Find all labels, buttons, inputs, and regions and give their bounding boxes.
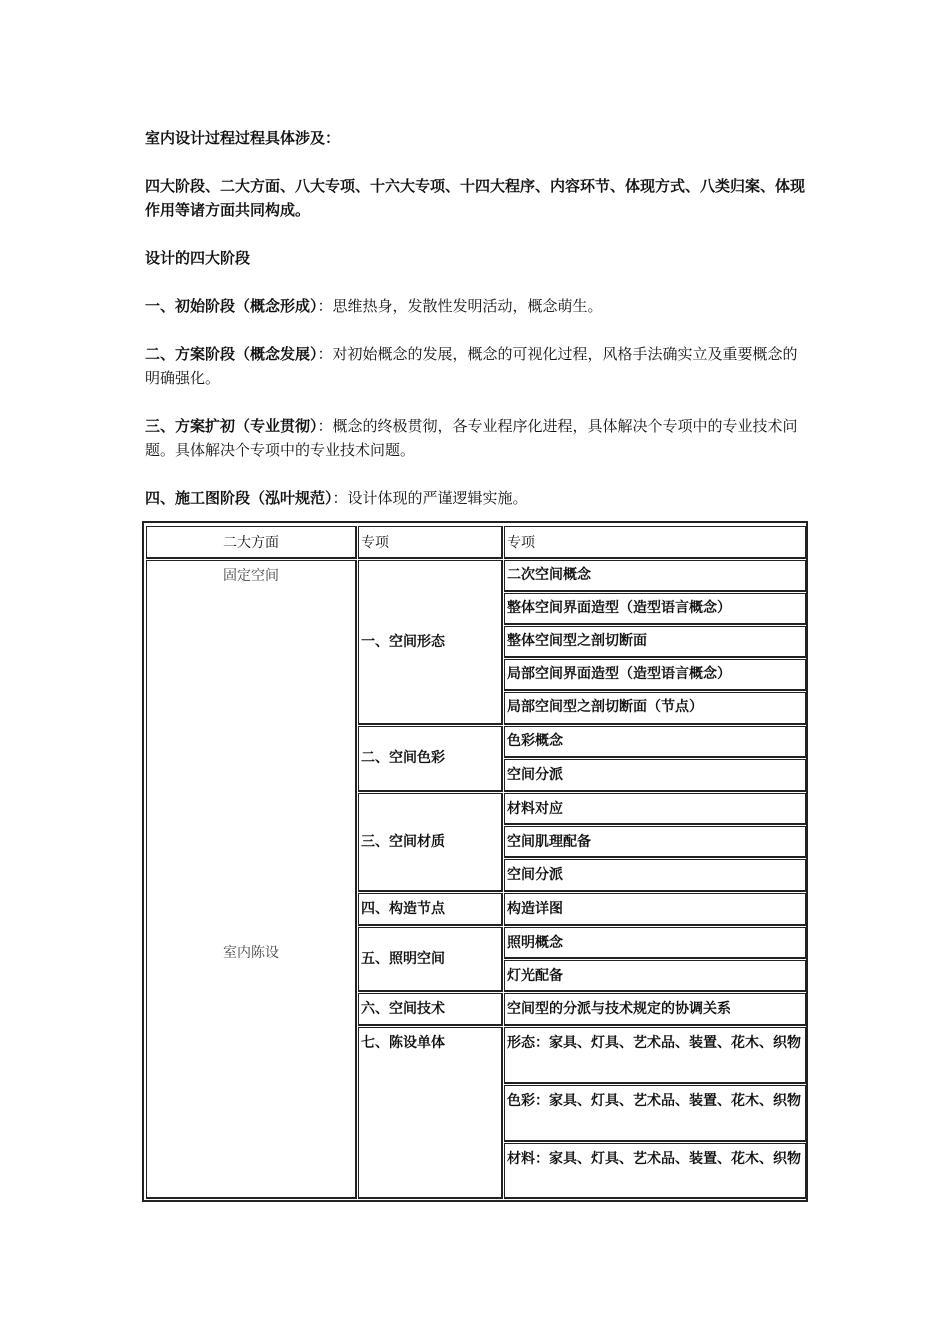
item-cell (504, 826, 807, 858)
item-text: 空间分派 (507, 767, 563, 783)
item-cell (504, 593, 807, 625)
header-aspects: 二大方面 (223, 535, 279, 551)
stages-title: 设计的四大阶段 (145, 249, 251, 267)
stage-1 (145, 294, 805, 318)
item-text: 色彩：家具、灯具、艺术品、装置、花木、织物 (507, 1093, 801, 1109)
group-cell (358, 1027, 503, 1199)
item-cell (504, 793, 807, 825)
group-cell (358, 793, 503, 892)
item-cell (504, 1027, 807, 1084)
item-text: 材料对应 (507, 801, 563, 817)
group-cell (358, 893, 503, 926)
stage-4 (145, 486, 805, 510)
item-cell (504, 960, 807, 992)
item-cell (504, 726, 807, 758)
item-cell (504, 1143, 807, 1199)
stage-2-text: ：对初始概念的发展，概念的可视化过程，风格手法确实立及重要概念的明确强化。 (145, 345, 798, 387)
item-cell (504, 692, 807, 725)
item-text: 灯光配备 (507, 968, 563, 984)
stage-3 (145, 414, 805, 462)
item-text: 形态：家具、灯具、艺术品、装置、花木、织物 (507, 1035, 801, 1051)
group-name: 一、空间形态 (361, 634, 445, 650)
group-cell (358, 927, 503, 992)
aspect-fixed-space: 固定空间 (223, 568, 279, 584)
group-cell (358, 726, 503, 792)
stage-2-label: 二、方案阶段（概念发展） (145, 345, 318, 363)
item-cell (504, 993, 807, 1026)
item-text: 局部空间型之剖切断面（节点） (507, 699, 703, 715)
group-name: 五、照明空间 (361, 951, 445, 967)
item-cell (504, 659, 807, 691)
group-name: 三、空间材质 (361, 834, 445, 850)
document-intro: 四大阶段、二大方面、八大专项、十六大专项、十四大程序、内容环节、体现方式、八类归案、体现作用等诸方面共同构成。 (145, 177, 806, 219)
item-text: 空间型的分派与技术规定的协调关系 (507, 1001, 731, 1017)
header-special-1: 专项 (361, 535, 389, 551)
item-text: 空间肌理配备 (507, 834, 591, 850)
stage-1-text: ：思维热身，发散性发明活动，概念萌生。 (317, 297, 603, 315)
group-cell (358, 993, 503, 1026)
group-cell (358, 560, 503, 725)
group-name: 四、构造节点 (361, 901, 445, 917)
item-text: 构造详图 (507, 901, 563, 917)
aspects-table (142, 521, 808, 1202)
item-text: 照明概念 (507, 935, 563, 951)
item-text: 色彩概念 (507, 733, 563, 749)
item-text: 局部空间界面造型（造型语言概念） (507, 666, 731, 682)
item-cell (504, 927, 807, 959)
stage-3-text: ：概念的终极贯彻，各专业程序化进程，具体解决个专项中的专业技术问题。具体解决个专项中的专业技术问题。 (145, 417, 798, 459)
item-cell (504, 560, 807, 592)
table-header-cell (146, 526, 357, 559)
item-cell (504, 759, 807, 792)
item-text: 材料：家具、灯具、艺术品、装置、花木、织物 (507, 1151, 801, 1167)
item-cell (504, 1085, 807, 1142)
item-cell (504, 859, 807, 892)
group-name: 六、空间技术 (361, 1001, 445, 1017)
stage-4-label: 四、施工图阶段（泓叶规范） (145, 489, 333, 507)
table-header-cell (358, 526, 503, 559)
item-cell (504, 626, 807, 658)
item-text: 整体空间界面造型（造型语言概念） (507, 600, 731, 616)
item-text: 空间分派 (507, 867, 563, 883)
stage-3-label: 三、方案扩初（专业贯彻） (145, 417, 318, 435)
table-header-cell (504, 526, 807, 559)
item-text: 整体空间型之剖切断面 (507, 633, 647, 649)
stage-4-text: ：设计体现的严谨逻辑实施。 (332, 489, 528, 507)
aspects-column-cell (146, 560, 357, 1199)
document-heading: 室内设计过程过程具体涉及： (145, 129, 341, 147)
stage-1-label: 一、初始阶段（概念形成） (145, 297, 318, 315)
item-cell (504, 893, 807, 926)
aspect-interior-furnishing: 室内陈设 (223, 945, 279, 961)
header-special-2: 专项 (507, 535, 535, 551)
stage-2 (145, 342, 805, 390)
group-name: 二、空间色彩 (361, 750, 445, 766)
group-name: 七、陈设单体 (361, 1035, 445, 1051)
item-text: 二次空间概念 (507, 567, 591, 583)
